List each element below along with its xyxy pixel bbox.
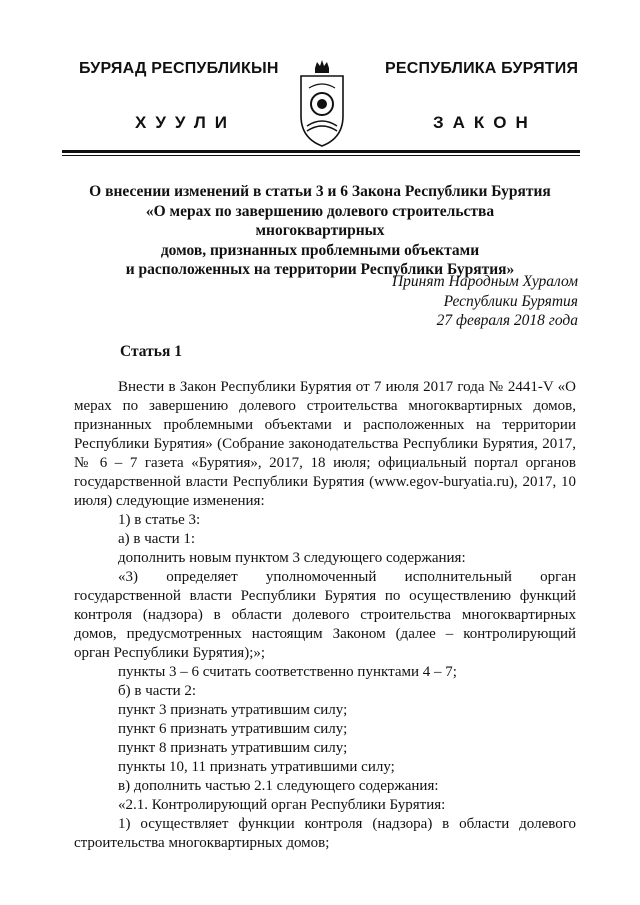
body-paragraph: пункт 3 признать утратившим силу; (118, 702, 348, 718)
body-paragraph: б) в части 2: (118, 683, 197, 699)
law-title (80, 182, 560, 280)
law-title-line: «О мерах по завершению долевого строительства многоквартирных (145, 202, 495, 239)
body-paragraph: пункты 3 – 6 считать соответственно пунктами 4 – 7; (118, 664, 457, 680)
adoption-note-line: Республики Бурятия (443, 292, 578, 310)
body-paragraph: «2.1. Контролирующий орган Республики Бурятия: (118, 797, 446, 813)
header-divider-thin (62, 155, 580, 156)
body-paragraph: Внести в Закон Республики Бурятия от 7 июля 2017 года № 2441-V «О мерах по завершению долевого строительства многоквартирных домов, признанных проблемными объектами и расположенных на территории Республики Бурятия» (Собрание законодательства Республики Бурятия, 2017, № 6 – 7 газета «Бурятия», 2017, 18 июля; официальный портал органов государственной власти Республики Бурятия (www.egov-buryatia.ru), 2017, 10 июля) следующие изменения: (74, 379, 576, 509)
adoption-note (392, 272, 578, 331)
body-paragraph: а) в части 1: (118, 531, 196, 547)
body-paragraph: дополнить новым пунктом 3 следующего содержания: (118, 550, 466, 566)
header-right-title: РЕСПУБЛИКА БУРЯТИЯ (385, 60, 579, 77)
body-paragraph: пункты 10, 11 признать утратившими силу; (118, 759, 395, 775)
adoption-note-line: Принят Народным Хуралом (391, 273, 578, 290)
body-paragraph: 1) осуществляет функции контроля (надзора) в области долевого строительства многоквартирных домов; (74, 816, 576, 851)
header-left-title: БУРЯАД РЕСПУБЛИКЫН (79, 60, 279, 77)
body-paragraph: «3) определяет уполномоченный исполнительный орган государственной власти Республики Бурятия по осуществлению функций контроля (надзора) в области долевого строительства многоквартирных домов, предусмотренных настоящим Законом (далее – контролирующий орган Республики Бурятия);»; (74, 569, 576, 661)
header-left-doc-type: ХУУЛИ (135, 113, 236, 132)
header-divider-thick (62, 150, 580, 153)
article-body (74, 378, 576, 853)
body-paragraph: пункт 8 признать утратившим силу; (118, 740, 348, 756)
article-heading: Статья 1 (120, 343, 182, 360)
body-paragraph: в) дополнить частью 2.1 следующего содержания: (118, 778, 439, 794)
law-title-line: домов, признанных проблемными объектами (160, 241, 480, 259)
coat-of-arms-icon (295, 58, 349, 148)
adoption-date: 27 февраля 2018 года (436, 312, 578, 329)
law-title-line: О внесении изменений в статьи 3 и 6 Закона Республики Бурятия (89, 183, 551, 200)
body-paragraph: 1) в статье 3: (118, 512, 201, 528)
header-right-doc-type: ЗАКОН (433, 113, 537, 132)
body-paragraph: пункт 6 признать утратившим силу; (118, 721, 348, 737)
law-title-line: и расположенных на территории Республики Бурятия» (125, 261, 515, 278)
